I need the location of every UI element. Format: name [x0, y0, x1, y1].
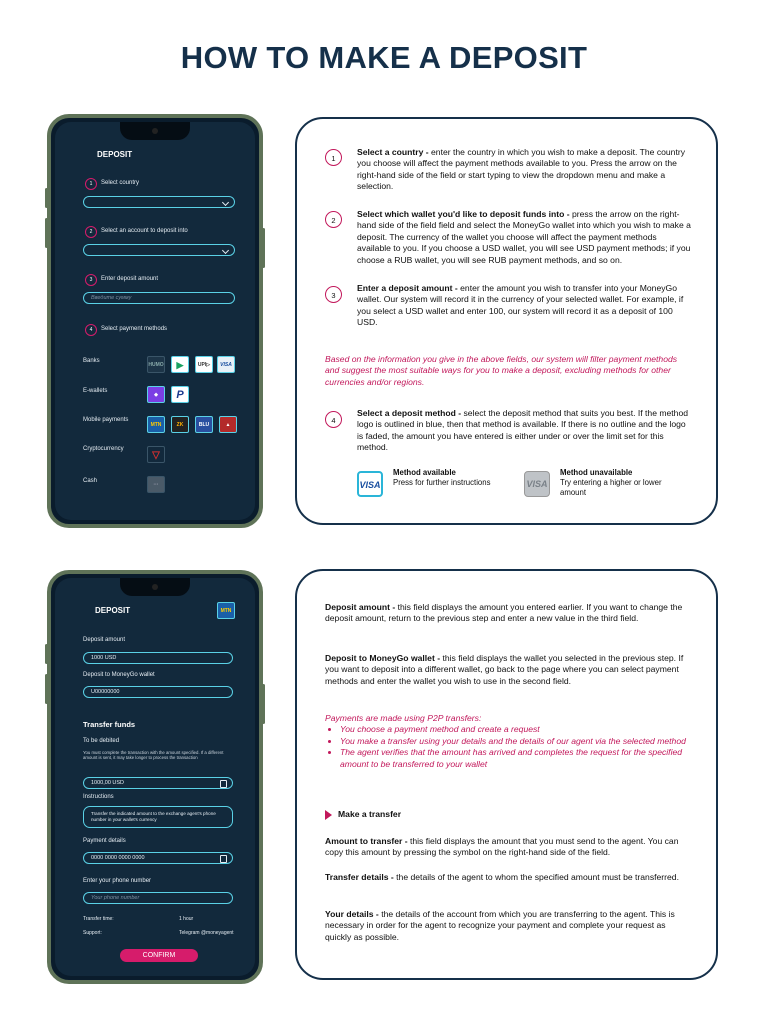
mobile-logo-4[interactable]: ▲ — [219, 416, 237, 433]
instructions-box: Transfer the indicated amount to the exchange agent's phone number in your wallet's currency — [83, 806, 233, 828]
step-1-text: Select a country - enter the country in which you wish to make a deposit. The country you choose will affect the payment methods available to you. Press the arrow on the right-hand side of the field or start typing to view the dropdown menu and make a selection. — [357, 147, 685, 192]
filter-note: Based on the information you give in the above fields, our system will filter payment methods and suggest the most suitable ways for you to make a deposit, excluding methods for other currencies and/or regions. — [325, 354, 678, 387]
step-2-number: 2 — [325, 211, 342, 228]
step-1-marker: 1 — [85, 178, 97, 190]
amount-input[interactable]: Введите сумму — [83, 292, 235, 304]
category-cash: Cash — [83, 478, 98, 484]
visa-logo[interactable]: VISA — [217, 356, 235, 373]
step-2-text: Select which wallet you'd like to deposit funds into - press the arrow on the right-hand side of the field field and select the MoneyGo wallet into which you wish to make a deposit. The currency of the wallet you choose will affect the payment methods available to you. If you choose a USD wallet, you will see USD payment methods; if you choose a RUB wallet, you will see RUB payment methods, and so on. — [357, 209, 691, 265]
p2p-item: • You make a transfer using your details and the details of our agent via the selected method — [340, 736, 687, 747]
screen-title: DEPOSIT — [97, 150, 133, 159]
your-details-desc: Your details - the details of the account from which you are transferring to the agent. This is necessary in order for the agent to recognize your payment and complete your request as quickly as possible. — [325, 909, 675, 942]
payment-details-label: Payment details — [83, 838, 126, 844]
phone-notch — [120, 578, 190, 596]
chevron-down-icon — [222, 247, 229, 254]
deposit-amount-label: Deposit amount — [83, 637, 126, 643]
deposit-amount-field: 1000 USD — [83, 652, 233, 664]
phone-screen — [55, 578, 255, 976]
mobile-logo-3[interactable]: BLU — [195, 416, 213, 433]
upi-logo[interactable]: UPI▷ — [195, 356, 213, 373]
step-4-text: Select a deposit method - select the deposit method that suits you best. If the method logo is outlined in blue, then that method is available. If there is no outline and the logo is faded, the amount you have entered is either under or over the limit set for this method. — [357, 408, 689, 453]
ewallet-logo[interactable]: ◆ — [147, 386, 165, 403]
select-country-label: Select country — [101, 180, 140, 186]
select-payment-label: Select payment methods — [101, 326, 168, 332]
country-select[interactable] — [83, 196, 235, 208]
payment-details-field: 0000 0000 0000 0000 — [83, 852, 233, 864]
phone-mockup-select-method — [47, 114, 263, 528]
play-logo[interactable]: ▶ — [171, 356, 189, 373]
deposit-amount-desc: Deposit amount - this field displays the amount you entered earlier. If you want to change the deposit amount, return to the previous step and enter a new value in the third field. — [325, 602, 683, 624]
category-ewallets: E-wallets — [83, 388, 108, 394]
step-4-marker: 4 — [85, 324, 97, 336]
enter-amount-label: Enter deposit amount — [101, 276, 159, 282]
screen-title: DEPOSIT — [95, 606, 131, 615]
tron-logo[interactable]: ▽ — [147, 446, 165, 463]
play-triangle-icon — [325, 810, 332, 820]
step-3-text: Enter a deposit amount - enter the amount you wish to transfer into your MoneyGo wallet. Our system will record it in the currency of your selected wallet. For example, if you select a USD wallet and enter 100, our system will record it as a deposit of 100 USD. — [357, 283, 684, 328]
copy-icon[interactable] — [220, 855, 227, 863]
step-3-number: 3 — [325, 286, 342, 303]
p2p-list — [325, 713, 687, 770]
step-3-marker: 3 — [85, 274, 97, 286]
unavailable-legend: Method unavailable Try entering a higher or lower amount — [560, 468, 662, 497]
humo-logo[interactable]: HUMO — [147, 356, 165, 373]
category-banks: Banks — [83, 358, 100, 364]
copy-icon[interactable] — [220, 780, 227, 788]
phone-mockup-transfer — [47, 570, 263, 984]
category-crypto: Cryptocurrency — [83, 446, 124, 452]
deposit-wallet-desc: Deposit to MoneyGo wallet - this field displays the wallet you selected in the previous step. If you want to deposit into a different wallet, go back to the page where you can select payment methods and enter the wallet you wish to use in the second field. — [325, 653, 684, 686]
mtn-logo[interactable]: MTN — [147, 416, 165, 433]
transfer-funds-heading: Transfer funds — [83, 720, 136, 729]
mtn-logo: MTN — [217, 602, 235, 619]
visa-available-logo: VISA — [357, 471, 383, 497]
step-1-number: 1 — [325, 149, 342, 166]
transfer-details-desc: Transfer details - the details of the agent to whom the specified amount must be transferred. — [325, 872, 679, 882]
p2p-intro: Payments are made using P2P transfers: — [325, 713, 482, 723]
paypal-logo[interactable]: P — [171, 386, 189, 403]
instructions-label: Instructions — [83, 794, 114, 800]
debited-field: 1000,00 USD — [83, 777, 233, 789]
wallet-label: Deposit to MoneyGo wallet — [83, 672, 155, 678]
step-4-number: 4 — [325, 411, 342, 428]
visa-unavailable-logo: VISA — [524, 471, 550, 497]
chevron-down-icon — [222, 199, 229, 206]
phone-number-label: Enter your phone number — [83, 878, 152, 884]
select-account-label: Select an account to deposit into — [101, 228, 188, 234]
support-label: Support: — [83, 930, 102, 936]
step-2-marker: 2 — [85, 226, 97, 238]
phone-number-input[interactable]: Your phone number — [83, 892, 233, 904]
amount-to-transfer-desc: Amount to transfer - this field displays the amount that you must send to the agent. You can copy this amount by pressing the symbol on the right-hand side of the field. — [325, 836, 679, 858]
p2p-item: • The agent verifies that the amount has arrived and completes the request for the specified amount to be transferred to your wallet — [340, 747, 687, 770]
confirm-button[interactable]: CONFIRM — [120, 949, 198, 962]
page-title: HOW TO MAKE A DEPOSIT — [180, 40, 588, 75]
make-transfer-heading: Make a transfer — [338, 809, 402, 819]
account-select[interactable] — [83, 244, 235, 256]
support-value: Telegram @moneyagent — [179, 930, 234, 936]
debited-note: You must complete the transaction with the amount specified. If a different amount is sent, it may take longer to process the transaction — [83, 750, 224, 761]
to-be-debited-label: To be debited — [83, 738, 120, 744]
p2p-item: • You choose a payment method and create a request — [340, 724, 687, 735]
phone-notch — [120, 122, 190, 140]
transfer-time-value: 1 hour — [179, 916, 194, 922]
cash-logo[interactable]: ··· — [147, 476, 165, 493]
transfer-time-label: Transfer time: — [83, 916, 114, 922]
available-legend: Method available Press for further instructions — [393, 468, 491, 487]
wallet-field: U00000000 — [83, 686, 233, 698]
category-mobile: Mobile payments — [83, 417, 129, 423]
phone-screen — [55, 122, 255, 520]
zk-logo[interactable]: ZK — [171, 416, 189, 433]
